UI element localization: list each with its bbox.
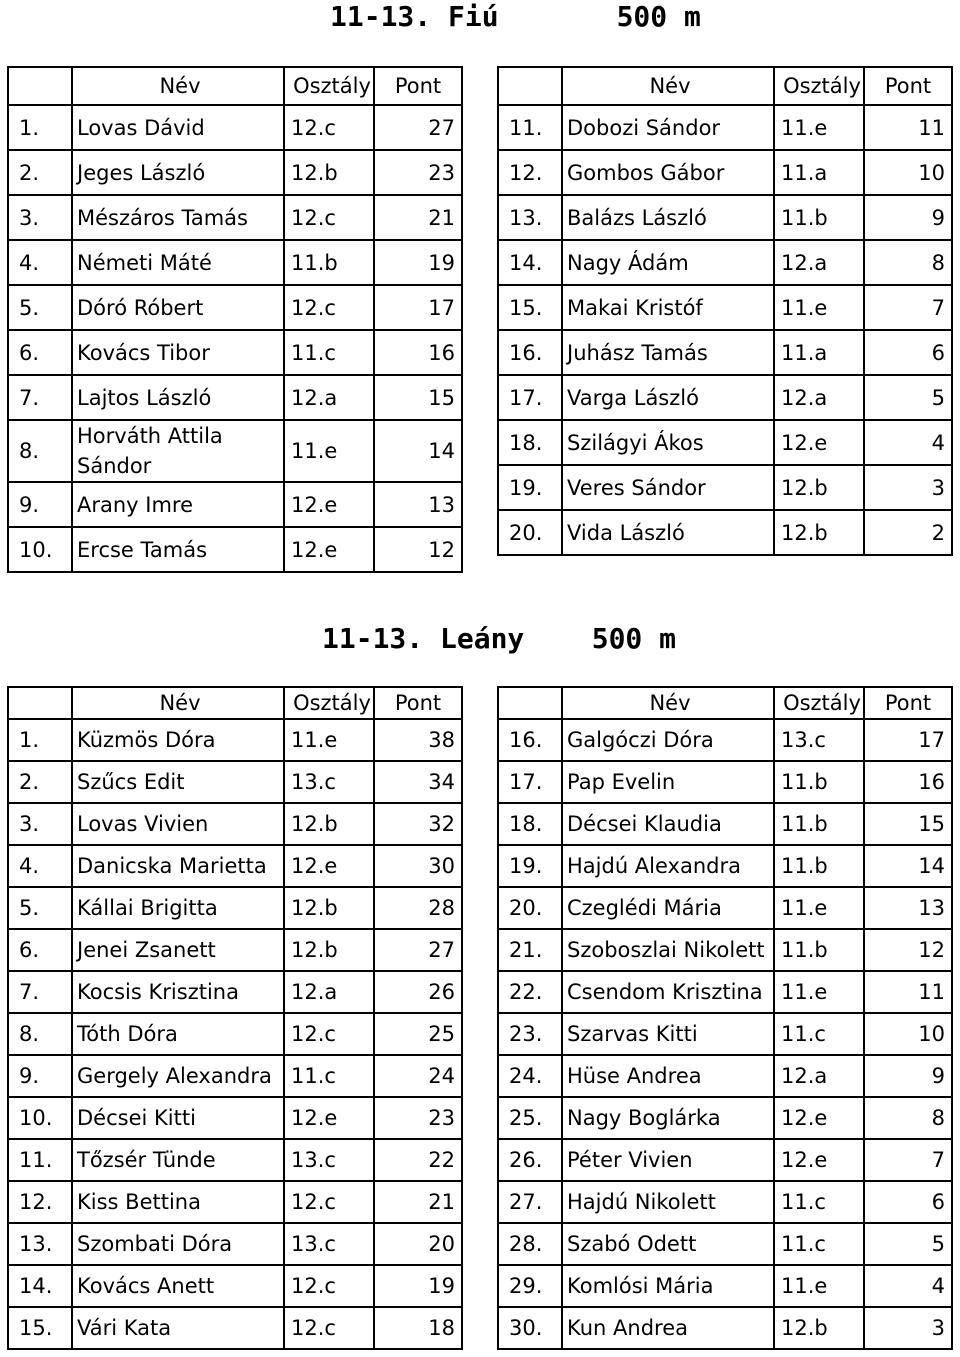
name-cell: Vári Kata bbox=[72, 1307, 284, 1349]
table-row bbox=[8, 375, 462, 420]
table-row bbox=[498, 105, 952, 150]
points-cell: 24 bbox=[374, 1055, 462, 1097]
name-cell: Kun Andrea bbox=[562, 1307, 774, 1349]
points-cell: 3 bbox=[864, 465, 952, 510]
table-row bbox=[8, 887, 462, 929]
table-row bbox=[498, 285, 952, 330]
rank-cell: 5. bbox=[8, 285, 72, 330]
rank-header bbox=[498, 687, 562, 719]
table-row bbox=[8, 845, 462, 887]
rank-cell: 13. bbox=[498, 195, 562, 240]
name-cell: Lovas Vivien bbox=[72, 803, 284, 845]
rank-cell: 17. bbox=[498, 761, 562, 803]
name-cell: Szoboszlai Nikolett bbox=[562, 929, 774, 971]
points-cell: 21 bbox=[374, 1181, 462, 1223]
table-row bbox=[498, 240, 952, 285]
class-cell: 12.b bbox=[284, 150, 374, 195]
name-cell: Kovács Anett bbox=[72, 1265, 284, 1307]
table-row bbox=[498, 971, 952, 1013]
table-row bbox=[498, 375, 952, 420]
points-cell: 34 bbox=[374, 761, 462, 803]
table-header-row bbox=[498, 687, 952, 719]
name-cell: Szűcs Edit bbox=[72, 761, 284, 803]
rank-cell: 24. bbox=[498, 1055, 562, 1097]
table-header-row bbox=[8, 687, 462, 719]
rank-cell: 13. bbox=[8, 1223, 72, 1265]
class-cell: 12.b bbox=[774, 465, 864, 510]
name-header: Név bbox=[72, 67, 284, 105]
table-row bbox=[498, 1139, 952, 1181]
points-cell: 15 bbox=[864, 803, 952, 845]
rank-cell: 27. bbox=[498, 1181, 562, 1223]
points-cell: 5 bbox=[864, 1223, 952, 1265]
rank-cell: 17. bbox=[498, 375, 562, 420]
rank-cell: 16. bbox=[498, 719, 562, 761]
points-cell: 18 bbox=[374, 1307, 462, 1349]
rank-cell: 4. bbox=[8, 845, 72, 887]
rank-header bbox=[8, 67, 72, 105]
class-cell: 11.b bbox=[774, 929, 864, 971]
table-header-row bbox=[498, 67, 952, 105]
rank-cell: 9. bbox=[8, 1055, 72, 1097]
class-cell: 12.a bbox=[774, 375, 864, 420]
points-cell: 19 bbox=[374, 240, 462, 285]
table-row bbox=[8, 1013, 462, 1055]
rank-cell: 2. bbox=[8, 150, 72, 195]
table-row bbox=[498, 465, 952, 510]
table-row bbox=[498, 150, 952, 195]
rank-cell: 14. bbox=[8, 1265, 72, 1307]
name-cell: Kállai Brigitta bbox=[72, 887, 284, 929]
points-cell: 16 bbox=[864, 761, 952, 803]
rank-cell: 8. bbox=[8, 420, 72, 482]
name-cell: Danicska Marietta bbox=[72, 845, 284, 887]
rank-header bbox=[8, 687, 72, 719]
table-row bbox=[8, 150, 462, 195]
class-cell: 11.c bbox=[284, 1055, 374, 1097]
rank-cell: 3. bbox=[8, 195, 72, 240]
name-cell: Csendom Krisztina bbox=[562, 971, 774, 1013]
rank-cell: 2. bbox=[8, 761, 72, 803]
table-row bbox=[498, 803, 952, 845]
class-cell: 13.c bbox=[284, 1223, 374, 1265]
name-cell: Veres Sándor bbox=[562, 465, 774, 510]
name-cell: Dobozi Sándor bbox=[562, 105, 774, 150]
name-cell: Tóth Dóra bbox=[72, 1013, 284, 1055]
table-row bbox=[8, 195, 462, 240]
points-cell: 17 bbox=[864, 719, 952, 761]
class-cell: 12.a bbox=[284, 375, 374, 420]
name-cell: Vida László bbox=[562, 510, 774, 555]
rank-cell: 28. bbox=[498, 1223, 562, 1265]
class-cell: 11.b bbox=[774, 761, 864, 803]
class-cell: 11.c bbox=[774, 1013, 864, 1055]
class-cell: 11.e bbox=[774, 285, 864, 330]
rank-cell: 30. bbox=[498, 1307, 562, 1349]
rank-cell: 7. bbox=[8, 971, 72, 1013]
girls-results-table-left bbox=[7, 686, 463, 1350]
points-cell: 11 bbox=[864, 971, 952, 1013]
table-row bbox=[498, 1097, 952, 1139]
name-header: Név bbox=[72, 687, 284, 719]
table-row bbox=[498, 1307, 952, 1349]
name-cell: Ercse Tamás bbox=[72, 527, 284, 572]
table-row bbox=[498, 330, 952, 375]
class-cell: 11.e bbox=[284, 719, 374, 761]
points-cell: 10 bbox=[864, 1013, 952, 1055]
table-row bbox=[8, 1223, 462, 1265]
class-cell: 12.b bbox=[774, 510, 864, 555]
points-cell: 13 bbox=[864, 887, 952, 929]
points-cell: 8 bbox=[864, 1097, 952, 1139]
class-cell: 12.c bbox=[284, 1265, 374, 1307]
class-cell: 11.b bbox=[774, 195, 864, 240]
points-cell: 23 bbox=[374, 150, 462, 195]
boys-title: 11-13. Fiú 500 m bbox=[330, 0, 701, 33]
points-cell: 27 bbox=[374, 929, 462, 971]
class-cell: 12.c bbox=[284, 195, 374, 240]
rank-cell: 18. bbox=[498, 803, 562, 845]
rank-cell: 23. bbox=[498, 1013, 562, 1055]
points-cell: 38 bbox=[374, 719, 462, 761]
points-cell: 2 bbox=[864, 510, 952, 555]
class-cell: 12.a bbox=[774, 240, 864, 285]
class-cell: 12.e bbox=[284, 482, 374, 527]
table-row bbox=[8, 803, 462, 845]
points-cell: 30 bbox=[374, 845, 462, 887]
table-row bbox=[498, 761, 952, 803]
rank-cell: 3. bbox=[8, 803, 72, 845]
points-header: Pont bbox=[374, 687, 462, 719]
points-cell: 23 bbox=[374, 1097, 462, 1139]
class-cell: 12.e bbox=[284, 527, 374, 572]
table-row bbox=[8, 1181, 462, 1223]
class-cell: 12.e bbox=[774, 1139, 864, 1181]
name-cell: Gombos Gábor bbox=[562, 150, 774, 195]
rank-cell: 10. bbox=[8, 527, 72, 572]
name-cell: Kocsis Krisztina bbox=[72, 971, 284, 1013]
points-cell: 12 bbox=[864, 929, 952, 971]
boys-results-table-right bbox=[497, 66, 953, 556]
name-cell: Arany Imre bbox=[72, 482, 284, 527]
class-cell: 11.c bbox=[774, 1181, 864, 1223]
rank-cell: 4. bbox=[8, 240, 72, 285]
name-cell: Küzmös Dóra bbox=[72, 719, 284, 761]
rank-cell: 20. bbox=[498, 887, 562, 929]
points-cell: 10 bbox=[864, 150, 952, 195]
rank-cell: 5. bbox=[8, 887, 72, 929]
points-cell: 13 bbox=[374, 482, 462, 527]
rank-cell: 20. bbox=[498, 510, 562, 555]
name-cell: Lovas Dávid bbox=[72, 105, 284, 150]
table-row bbox=[8, 1307, 462, 1349]
points-header: Pont bbox=[864, 67, 952, 105]
points-cell: 5 bbox=[864, 375, 952, 420]
table-row bbox=[498, 1055, 952, 1097]
table-header-row bbox=[8, 67, 462, 105]
name-cell: Lajtos László bbox=[72, 375, 284, 420]
points-cell: 4 bbox=[864, 420, 952, 465]
class-cell: 12.c bbox=[284, 1307, 374, 1349]
name-cell: Kiss Bettina bbox=[72, 1181, 284, 1223]
girls-title: 11-13. Leány 500 m bbox=[322, 622, 677, 655]
class-cell: 11.a bbox=[774, 330, 864, 375]
class-cell: 13.c bbox=[284, 1139, 374, 1181]
rank-cell: 11. bbox=[8, 1139, 72, 1181]
class-cell: 12.b bbox=[774, 1307, 864, 1349]
points-header: Pont bbox=[864, 687, 952, 719]
name-cell: Jenei Zsanett bbox=[72, 929, 284, 971]
name-cell: Makai Kristóf bbox=[562, 285, 774, 330]
name-cell: Szilágyi Ákos bbox=[562, 420, 774, 465]
name-cell: Kovács Tibor bbox=[72, 330, 284, 375]
rank-cell: 8. bbox=[8, 1013, 72, 1055]
table-row bbox=[8, 1055, 462, 1097]
table-row bbox=[8, 240, 462, 285]
class-cell: 11.c bbox=[774, 1223, 864, 1265]
name-cell: Németi Máté bbox=[72, 240, 284, 285]
table-row bbox=[8, 719, 462, 761]
class-cell: 12.a bbox=[774, 1055, 864, 1097]
points-cell: 19 bbox=[374, 1265, 462, 1307]
name-header: Név bbox=[562, 67, 774, 105]
points-cell: 9 bbox=[864, 195, 952, 240]
name-cell: Pap Evelin bbox=[562, 761, 774, 803]
class-cell: 11.b bbox=[284, 240, 374, 285]
class-cell: 12.a bbox=[284, 971, 374, 1013]
name-cell: Dóró Róbert bbox=[72, 285, 284, 330]
table-row bbox=[498, 510, 952, 555]
name-cell: Péter Vivien bbox=[562, 1139, 774, 1181]
name-cell: Varga László bbox=[562, 375, 774, 420]
rank-header bbox=[498, 67, 562, 105]
name-cell: Balázs László bbox=[562, 195, 774, 240]
name-cell: Galgóczi Dóra bbox=[562, 719, 774, 761]
rank-cell: 25. bbox=[498, 1097, 562, 1139]
class-cell: 11.c bbox=[284, 330, 374, 375]
points-cell: 12 bbox=[374, 527, 462, 572]
points-cell: 20 bbox=[374, 1223, 462, 1265]
name-cell: Hajdú Alexandra bbox=[562, 845, 774, 887]
table-row bbox=[8, 971, 462, 1013]
name-cell: Szabó Odett bbox=[562, 1223, 774, 1265]
table-row bbox=[8, 285, 462, 330]
table-row bbox=[8, 761, 462, 803]
name-cell: Czeglédi Mária bbox=[562, 887, 774, 929]
points-cell: 15 bbox=[374, 375, 462, 420]
class-cell: 12.e bbox=[774, 1097, 864, 1139]
name-cell: Horváth Attila Sándor bbox=[72, 420, 284, 482]
name-cell: Gergely Alexandra bbox=[72, 1055, 284, 1097]
class-cell: 11.a bbox=[774, 150, 864, 195]
table-row bbox=[8, 420, 462, 482]
points-cell: 7 bbox=[864, 1139, 952, 1181]
class-cell: 11.e bbox=[774, 1265, 864, 1307]
name-header: Név bbox=[562, 687, 774, 719]
name-cell: Hüse Andrea bbox=[562, 1055, 774, 1097]
name-cell: Hajdú Nikolett bbox=[562, 1181, 774, 1223]
rank-cell: 7. bbox=[8, 375, 72, 420]
rank-cell: 16. bbox=[498, 330, 562, 375]
table-row bbox=[8, 482, 462, 527]
name-cell: Nagy Boglárka bbox=[562, 1097, 774, 1139]
rank-cell: 26. bbox=[498, 1139, 562, 1181]
name-cell: Mészáros Tamás bbox=[72, 195, 284, 240]
table-row bbox=[8, 929, 462, 971]
table-row bbox=[498, 1223, 952, 1265]
points-cell: 14 bbox=[374, 420, 462, 482]
class-cell: 11.e bbox=[284, 420, 374, 482]
table-row bbox=[498, 1265, 952, 1307]
class-cell: 12.b bbox=[284, 803, 374, 845]
points-cell: 25 bbox=[374, 1013, 462, 1055]
name-cell: Szombati Dóra bbox=[72, 1223, 284, 1265]
table-row bbox=[8, 527, 462, 572]
table-row bbox=[498, 719, 952, 761]
boys-results-table-left bbox=[7, 66, 463, 573]
class-cell: 11.e bbox=[774, 887, 864, 929]
name-cell: Nagy Ádám bbox=[562, 240, 774, 285]
class-cell: 12.c bbox=[284, 1013, 374, 1055]
points-cell: 21 bbox=[374, 195, 462, 240]
table-row bbox=[498, 1181, 952, 1223]
points-cell: 28 bbox=[374, 887, 462, 929]
rank-cell: 1. bbox=[8, 719, 72, 761]
points-cell: 4 bbox=[864, 1265, 952, 1307]
table-row bbox=[8, 330, 462, 375]
rank-cell: 14. bbox=[498, 240, 562, 285]
points-cell: 32 bbox=[374, 803, 462, 845]
points-cell: 22 bbox=[374, 1139, 462, 1181]
points-cell: 8 bbox=[864, 240, 952, 285]
rank-cell: 15. bbox=[8, 1307, 72, 1349]
rank-cell: 19. bbox=[498, 465, 562, 510]
table-row bbox=[8, 1265, 462, 1307]
name-cell: Décsei Kitti bbox=[72, 1097, 284, 1139]
points-header: Pont bbox=[374, 67, 462, 105]
class-cell: 13.c bbox=[774, 719, 864, 761]
class-cell: 12.b bbox=[284, 887, 374, 929]
table-row bbox=[8, 1139, 462, 1181]
girls-results-table-right bbox=[497, 686, 953, 1350]
table-row bbox=[498, 929, 952, 971]
points-cell: 6 bbox=[864, 330, 952, 375]
class-cell: 12.e bbox=[774, 420, 864, 465]
class-header: Osztály bbox=[774, 687, 864, 719]
table-row bbox=[498, 420, 952, 465]
class-cell: 12.c bbox=[284, 1181, 374, 1223]
class-header: Osztály bbox=[284, 67, 374, 105]
rank-cell: 6. bbox=[8, 330, 72, 375]
rank-cell: 6. bbox=[8, 929, 72, 971]
rank-cell: 12. bbox=[8, 1181, 72, 1223]
class-cell: 12.e bbox=[284, 845, 374, 887]
table-row bbox=[8, 1097, 462, 1139]
name-cell: Komlósi Mária bbox=[562, 1265, 774, 1307]
class-header: Osztály bbox=[774, 67, 864, 105]
name-cell: Szarvas Kitti bbox=[562, 1013, 774, 1055]
points-cell: 14 bbox=[864, 845, 952, 887]
points-cell: 3 bbox=[864, 1307, 952, 1349]
table-row bbox=[8, 105, 462, 150]
class-cell: 11.e bbox=[774, 971, 864, 1013]
rank-cell: 11. bbox=[498, 105, 562, 150]
rank-cell: 15. bbox=[498, 285, 562, 330]
points-cell: 27 bbox=[374, 105, 462, 150]
class-cell: 11.b bbox=[774, 803, 864, 845]
class-header: Osztály bbox=[284, 687, 374, 719]
table-row bbox=[498, 887, 952, 929]
class-cell: 11.e bbox=[774, 105, 864, 150]
table-row bbox=[498, 1013, 952, 1055]
class-cell: 12.e bbox=[284, 1097, 374, 1139]
name-cell: Tőzsér Tünde bbox=[72, 1139, 284, 1181]
points-cell: 7 bbox=[864, 285, 952, 330]
class-cell: 11.b bbox=[774, 845, 864, 887]
class-cell: 12.c bbox=[284, 285, 374, 330]
points-cell: 11 bbox=[864, 105, 952, 150]
points-cell: 26 bbox=[374, 971, 462, 1013]
class-cell: 13.c bbox=[284, 761, 374, 803]
points-cell: 6 bbox=[864, 1181, 952, 1223]
rank-cell: 22. bbox=[498, 971, 562, 1013]
name-cell: Jeges László bbox=[72, 150, 284, 195]
rank-cell: 12. bbox=[498, 150, 562, 195]
name-cell: Juhász Tamás bbox=[562, 330, 774, 375]
rank-cell: 18. bbox=[498, 420, 562, 465]
rank-cell: 19. bbox=[498, 845, 562, 887]
table-row bbox=[498, 195, 952, 240]
name-cell: Décsei Klaudia bbox=[562, 803, 774, 845]
class-cell: 12.b bbox=[284, 929, 374, 971]
rank-cell: 29. bbox=[498, 1265, 562, 1307]
table-row bbox=[498, 845, 952, 887]
points-cell: 9 bbox=[864, 1055, 952, 1097]
rank-cell: 9. bbox=[8, 482, 72, 527]
class-cell: 12.c bbox=[284, 105, 374, 150]
rank-cell: 10. bbox=[8, 1097, 72, 1139]
points-cell: 17 bbox=[374, 285, 462, 330]
points-cell: 16 bbox=[374, 330, 462, 375]
rank-cell: 1. bbox=[8, 105, 72, 150]
rank-cell: 21. bbox=[498, 929, 562, 971]
